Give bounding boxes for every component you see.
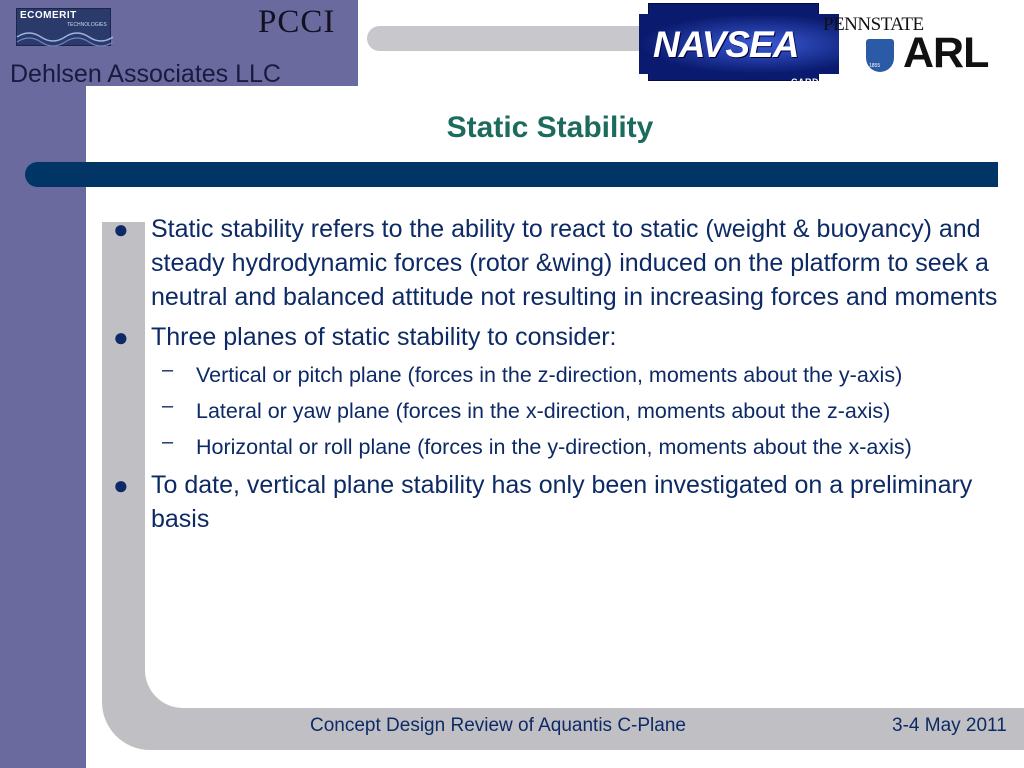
header-pill-decor [367, 26, 657, 51]
pennstate-shield-icon [866, 39, 894, 72]
wave-icon [17, 27, 112, 47]
bullet-item [110, 468, 1000, 536]
company-name: Dehlsen Associates LLC [10, 60, 281, 88]
footer-date: 3-4 May 2011 [892, 715, 1007, 736]
dash-icon: – [162, 359, 174, 381]
sub-bullet-text: Lateral or yaw plane (forces in the x-direction, moments about the z-axis) [196, 399, 891, 423]
sub-bullet-text: Horizontal or roll plane (forces in the y-direction, moments about the x-axis) [196, 435, 912, 459]
slide-title: Static Stability [446, 111, 654, 144]
navsea-logo-sub: CARDEROCK [791, 77, 854, 87]
bullet-text: Static stability refers to the ability to react to static (weight & buoyancy) and steady hydrodynamic forces (rotor &wing) induced on the platform to seek a neutral and balanced attitude not resulting in increasing forces and moments [151, 215, 998, 311]
sub-bullet-item [110, 396, 1000, 427]
bullet-dot-icon: ● [113, 470, 129, 500]
footer-title: Concept Design Review of Aquantis C-Plane [310, 715, 686, 736]
dash-icon: – [162, 395, 174, 417]
sub-bullet-text: Vertical or pitch plane (forces in the z-direction, moments about the y-axis) [196, 363, 903, 387]
bullet-item [110, 212, 1000, 314]
ecomerit-logo-name: ECOMERIT [20, 10, 77, 21]
bullet-list [110, 212, 1000, 542]
navsea-logo [648, 3, 854, 87]
bullet-dot-icon: ● [113, 214, 129, 244]
sub-bullet-item [110, 432, 1000, 463]
title-rule [25, 162, 998, 187]
bullet-item [110, 320, 1000, 354]
left-decor-band [0, 0, 86, 768]
bullet-text: To date, vertical plane stability has only been investigated on a preliminary basis [151, 471, 973, 533]
navsea-logo-word: NAVSEA [653, 24, 799, 65]
bullet-text: Three planes of static stability to consider: [151, 323, 617, 351]
pennstate-year: 1855 [869, 63, 881, 69]
ecomerit-logo [16, 8, 111, 46]
pcci-logo: PCCI [258, 4, 336, 40]
pennstate-logo-text: PENNSTATE [823, 14, 924, 35]
sub-bullet-item [110, 360, 1000, 391]
ecomerit-logo-sub: TECHNOLOGIES [67, 22, 107, 28]
arl-logo: ARL [903, 29, 989, 77]
dash-icon: – [162, 431, 174, 453]
bullet-dot-icon: ● [113, 322, 129, 352]
